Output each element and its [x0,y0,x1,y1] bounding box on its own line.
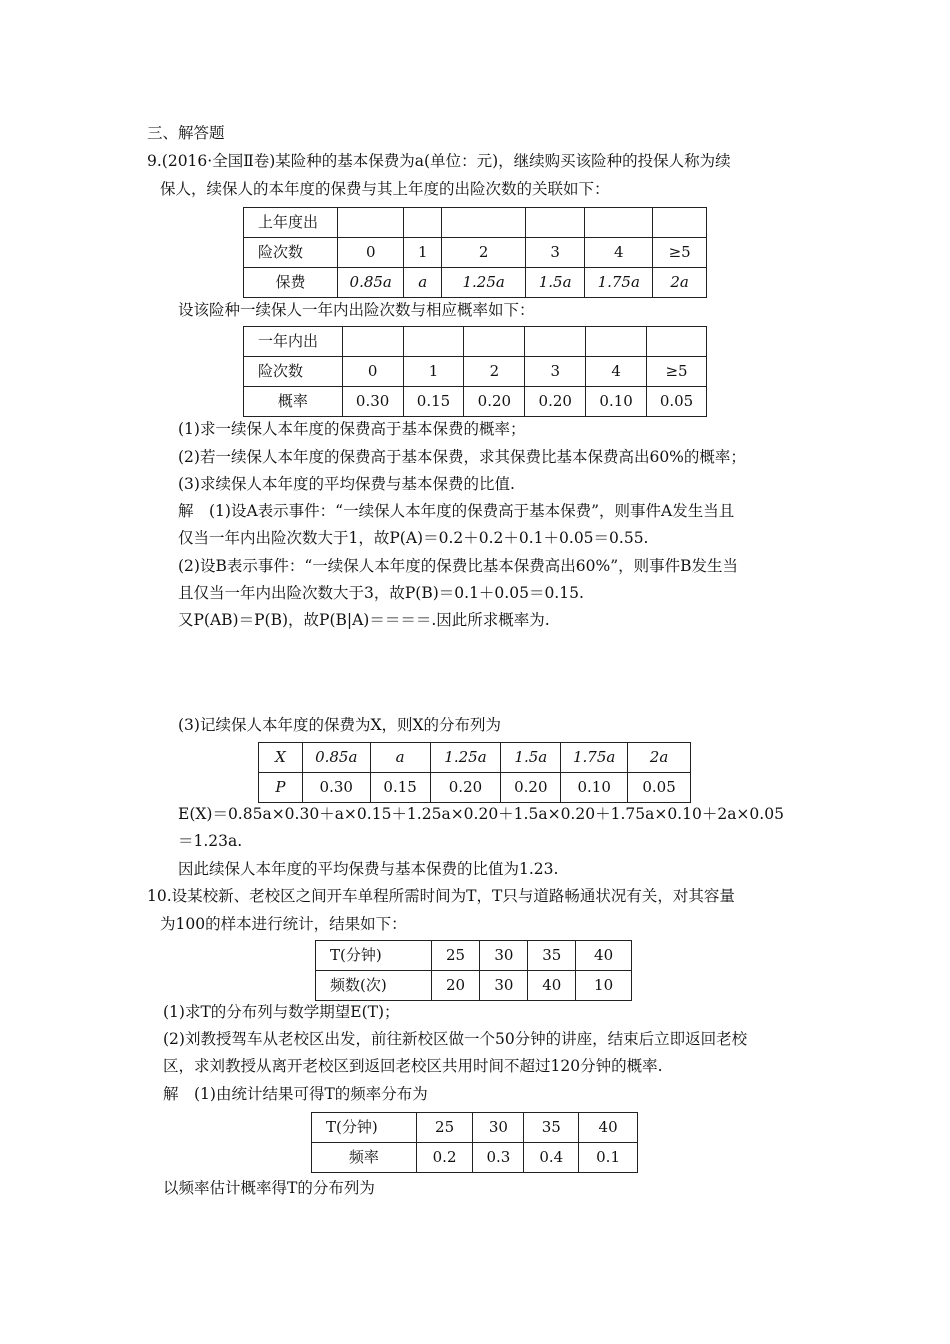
table-cell: 0.15 [403,387,464,417]
table-cell: 0.85a [338,268,404,298]
table-cell: 30 [473,1113,524,1143]
q9-t3-x-label: X [259,743,303,773]
q10-subquestion-2b: 区，求刘教授从离开老校区到返回老校区共用时间不超过120分钟的概率. [163,1057,663,1075]
q10-frequency-table [315,940,632,1001]
q9-t3-p-label: P [259,773,303,803]
q10-solution-tail: 以频率估计概率得T的分布列为 [163,1179,375,1197]
q9-solution-2b: 且仅当一年内出险次数大于3，故P(B)＝0.1＋0.05＝0.15. [178,584,584,602]
table-cell: 0.20 [464,387,525,417]
q9-prob-intro: 设该险种一续保人一年内出险次数与相应概率如下： [178,301,535,319]
table-cell: ≥5 [647,357,707,387]
table-cell: 3 [526,238,585,268]
table-cell: 0.30 [302,773,370,803]
q10-relative-frequency-table [311,1112,638,1173]
table-cell: 1.25a [442,268,526,298]
table-cell: 1.5a [526,268,585,298]
table-cell: 35 [524,1113,579,1143]
table-cell: 0.05 [647,387,707,417]
q10-subquestion-2a: (2)刘教授驾车从老校区出发，前往新校区做一个50分钟的讲座，结束后立即返回老校 [163,1030,748,1048]
q9-t1-header-top: 上年度出 [244,208,338,238]
q10-t2-r-label: 频率 [312,1143,417,1173]
table-cell: 1.75a [561,743,628,773]
table-cell: a [370,743,430,773]
table-cell: 30 [480,941,528,971]
q9-expectation-line1: E(X)＝0.85a×0.30＋a×0.15＋1.25a×0.20＋1.5a×0.20＋1.75a×0.10＋2a×0.05 [178,805,784,823]
q9-solution-3: (3)记续保人本年度的保费为X，则X的分布列为 [178,716,502,734]
table-cell: 2a [628,743,691,773]
section-title: 三、解答题 [147,124,225,142]
q9-solution-2a: (2)设B表示事件：“一续保人本年度的保费比基本保费高出60%”，则事件B发生当 [178,557,739,575]
table-cell: 25 [416,1113,473,1143]
table-cell: 40 [528,971,576,1001]
table-cell: 2 [442,238,526,268]
q9-t2-row-label: 概率 [244,387,343,417]
table-cell: 1.75a [585,268,653,298]
table-cell: 0.15 [370,773,430,803]
table-cell: 30 [480,971,528,1001]
q9-distribution-table [258,742,691,803]
table-cell: 1.25a [430,743,501,773]
table-cell: 0.3 [473,1143,524,1173]
table-cell: 0 [342,357,403,387]
table-cell: 2a [653,268,707,298]
table-cell: ≥5 [653,238,707,268]
table-cell: 3 [525,357,586,387]
q9-t2-header-top: 一年内出 [244,327,343,357]
table-cell: 25 [431,941,480,971]
q10-solution-1: 解 (1)由统计结果可得T的频率分布为 [163,1085,428,1103]
table-cell: 10 [576,971,632,1001]
table-cell: 0.30 [342,387,403,417]
q10-t1-t-label: T(分钟) [316,941,432,971]
q9-expectation-line2: ＝1.23a. [178,832,243,850]
q9-premium-table [243,207,707,298]
q9-subquestion-1: (1)求一续保人本年度的保费高于基本保费的概率； [178,420,526,438]
q9-subquestion-3: (3)求续保人本年度的平均保费与基本保费的比值. [178,475,515,493]
q9-intro-line1: 9.(2016·全国Ⅱ卷)某险种的基本保费为a(单位：元)，继续购买该险种的投保人称为续 [147,152,731,170]
q9-solution-1a: 解 (1)设A表示事件：“一续保人本年度的保费高于基本保费”，则事件A发生当且 [178,502,735,520]
table-cell: 0.05 [628,773,691,803]
table-cell: 0.2 [416,1143,473,1173]
q10-subquestion-1: (1)求T的分布列与数学期望E(T)； [163,1003,400,1021]
table-cell: 0.1 [579,1143,638,1173]
q9-solution-2c: 又P(AB)＝P(B)，故P(B|A)＝＝＝＝.因此所求概率为. [178,611,550,629]
table-cell: 0.85a [302,743,370,773]
table-cell: 35 [528,941,576,971]
q9-solution-1b: 仅当一年内出险次数大于1，故P(A)＝0.2＋0.2＋0.1＋0.05＝0.55. [178,529,649,547]
table-cell: 0.20 [525,387,586,417]
q9-intro-line2: 保人，续保人的本年度的保费与其上年度的出险次数的关联如下： [160,180,610,198]
table-cell: 0.4 [524,1143,579,1173]
q9-t2-header-bottom: 险次数 [244,357,343,387]
table-cell: 0.20 [501,773,561,803]
q9-subquestion-2: (2)若一续保人本年度的保费高于基本保费，求其保费比基本保费高出60%的概率； [178,448,746,466]
table-cell: 0 [338,238,404,268]
table-cell: 4 [585,238,653,268]
q9-t1-row-label: 保费 [244,268,338,298]
q10-t2-t-label: T(分钟) [312,1113,417,1143]
q9-conclusion: 因此续保人本年度的平均保费与基本保费的比值为1.23. [178,860,559,878]
q10-t1-f-label: 频数(次) [316,971,432,1001]
table-cell: 40 [579,1113,638,1143]
table-cell: 20 [431,971,480,1001]
table-cell: 1 [403,357,464,387]
table-cell: 4 [586,357,647,387]
q10-intro-line1: 10.设某校新、老校区之间开车单程所需时间为T，T只与道路畅通状况有关，对其容量 [147,887,735,905]
q10-intro-line2: 为100的样本进行统计，结果如下： [160,915,407,933]
table-cell: 1.5a [501,743,561,773]
table-cell: a [404,268,442,298]
table-cell: 40 [576,941,632,971]
q9-t1-header-bottom: 险次数 [244,238,338,268]
table-cell: 0.10 [561,773,628,803]
table-cell: 2 [464,357,525,387]
table-cell: 0.10 [586,387,647,417]
table-cell: 0.20 [430,773,501,803]
table-cell: 1 [404,238,442,268]
q9-probability-table [243,326,707,417]
